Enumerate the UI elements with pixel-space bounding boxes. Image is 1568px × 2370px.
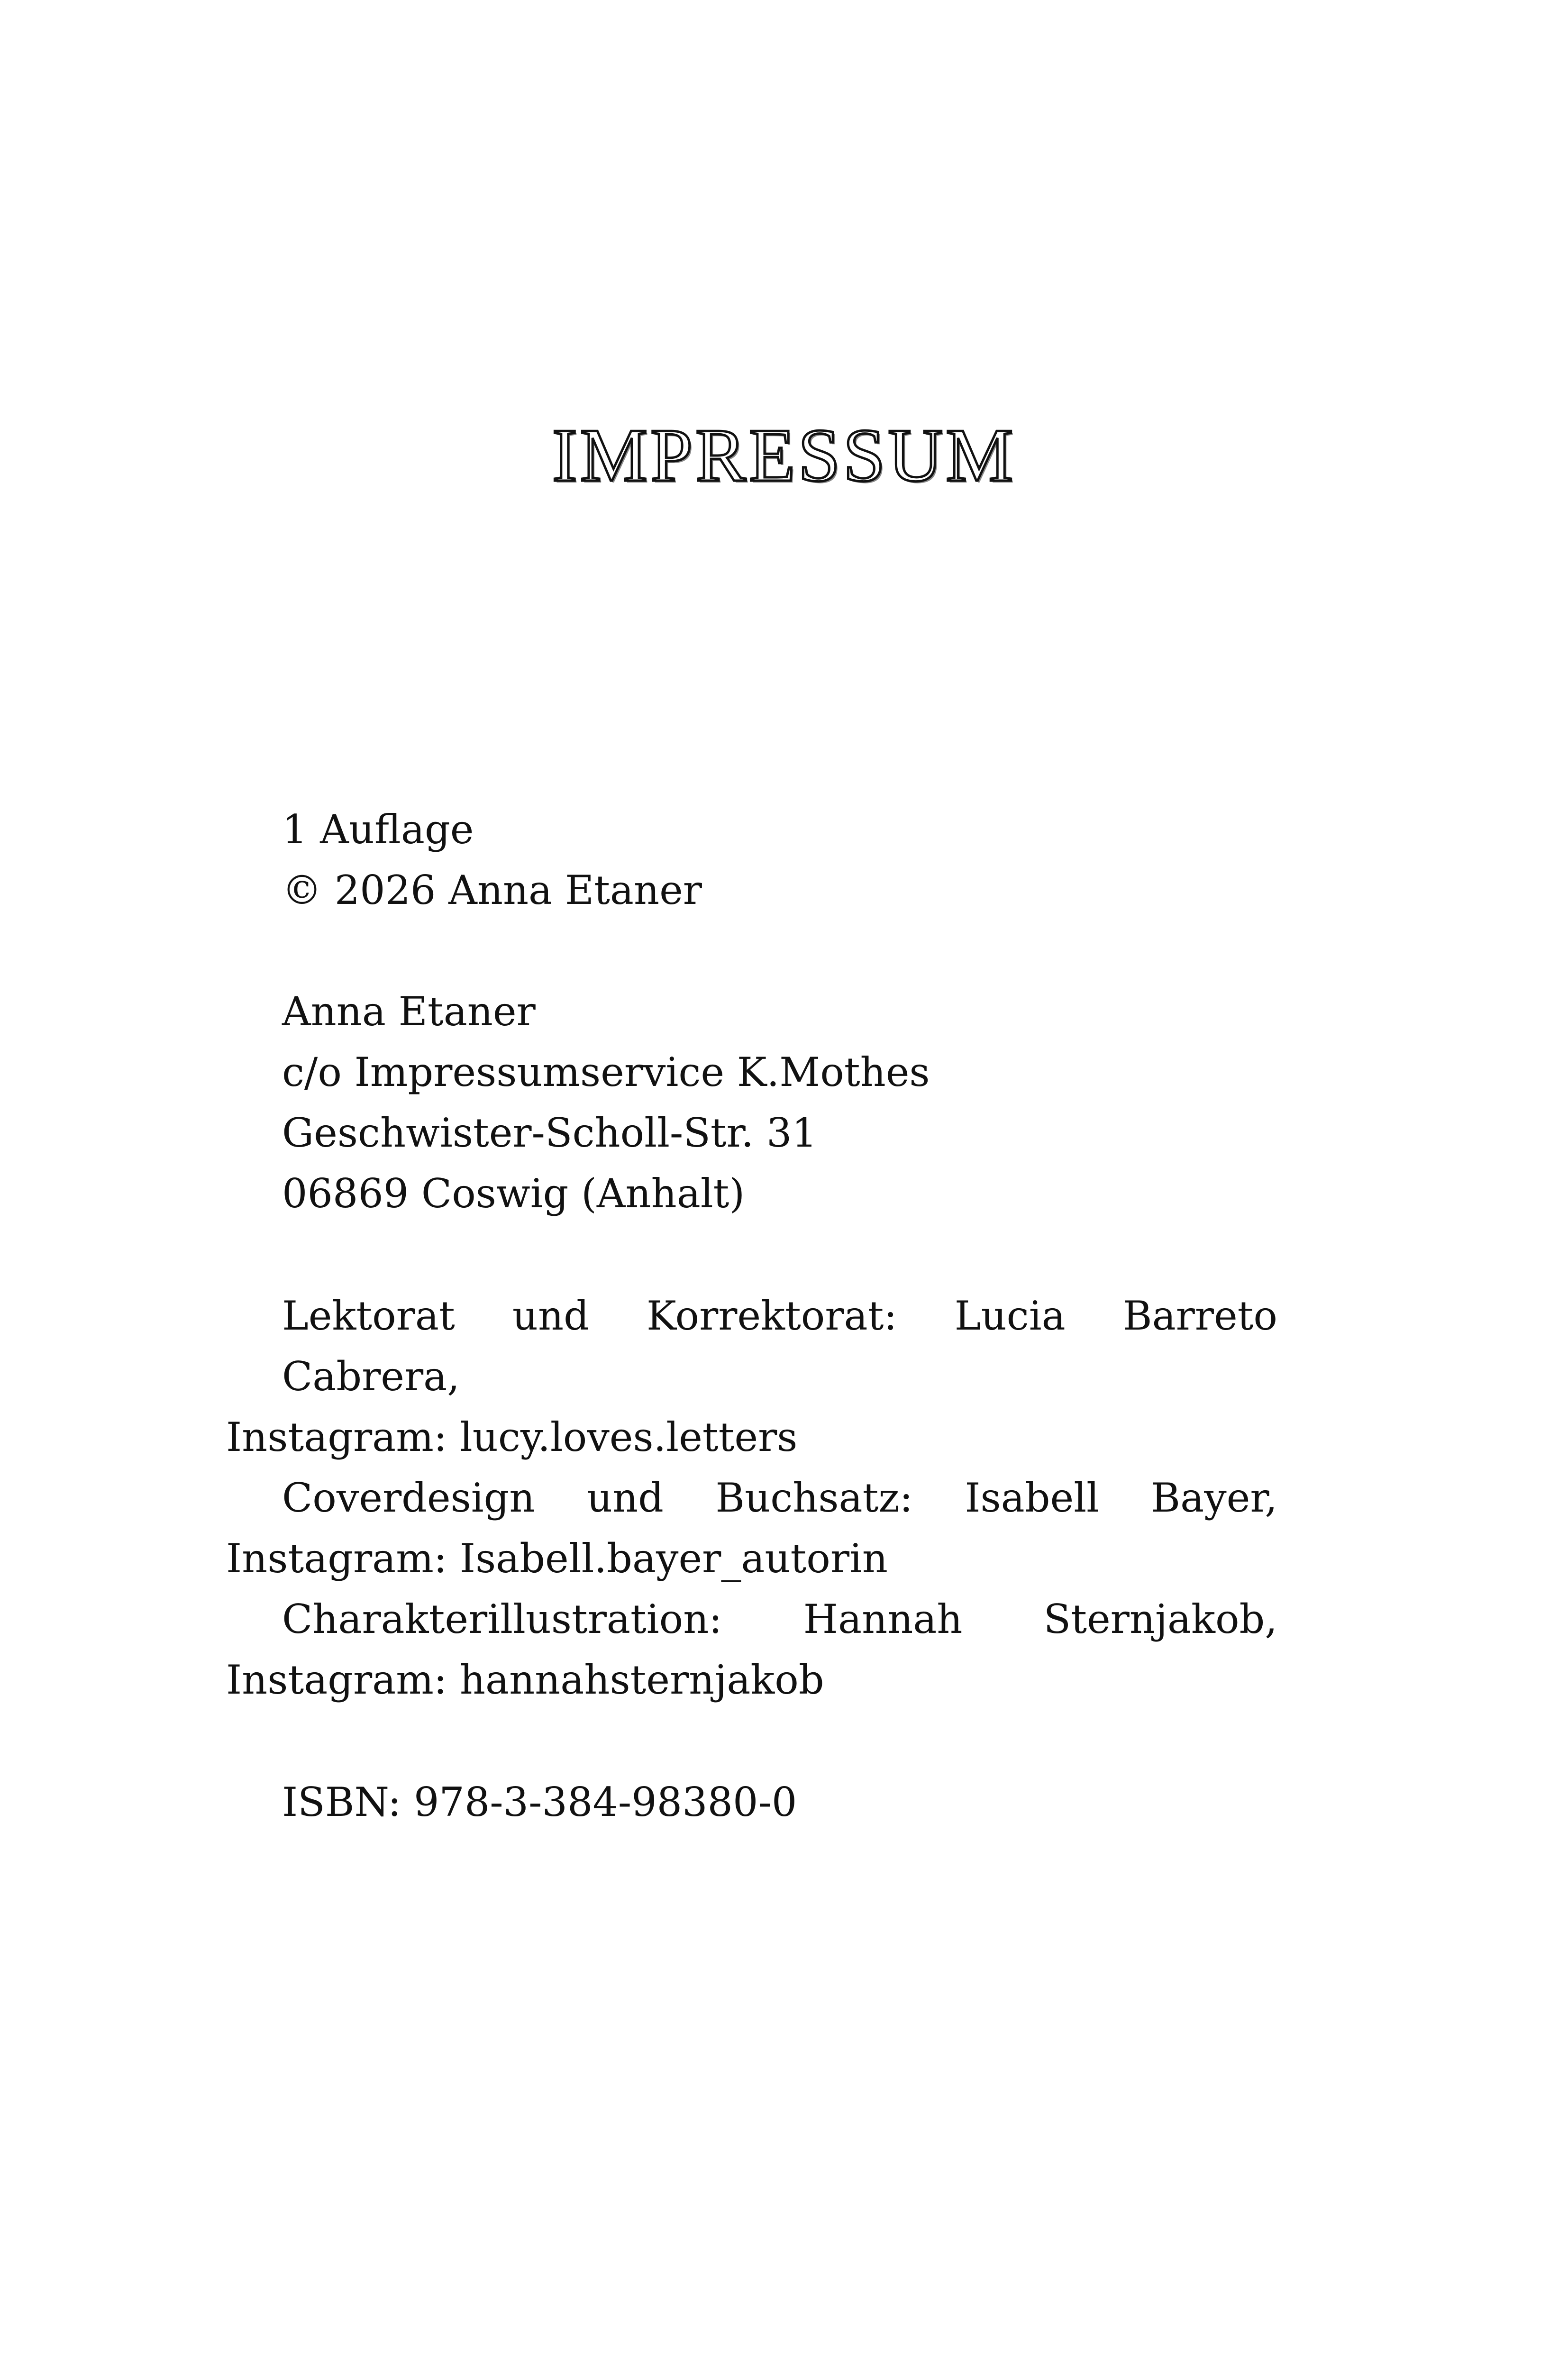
address-street: Geschwister-Scholl-Str. 31: [282, 1110, 817, 1156]
credit-instagram-line: Instagram: lucy.loves.letters: [226, 1414, 798, 1460]
address-block: [226, 981, 1277, 1224]
credit-instagram-line: Instagram: hannahsternjakob: [226, 1657, 824, 1703]
credit-role-line: Coverdesign und Buchsatz: Isabell Bayer,: [282, 1475, 1277, 1521]
credit-instagram-line: Instagram: Isabell.bayer_autorin: [226, 1535, 888, 1582]
isbn-block: [226, 1772, 1277, 1832]
address-care-of: c/o Impressumservice K.Mothes: [282, 1049, 930, 1095]
credit-role-line: Lektorat und Korrektorat: Lucia Barreto Cabrera,: [282, 1293, 1277, 1400]
credit-role-line: Charakterillustration: Hannah Sternjakob,: [282, 1596, 1277, 1642]
address-city: 06869 Coswig (Anhalt): [282, 1170, 745, 1217]
address-name: Anna Etaner: [282, 988, 536, 1035]
isbn-line: ISBN: 978-3-384-98380-0: [282, 1779, 797, 1825]
edition-line: 1 Auflage: [282, 806, 474, 853]
credits-block: [226, 1285, 1277, 1710]
edition-block: [226, 799, 1277, 921]
page-title: IMPRESSUM: [552, 413, 1016, 497]
copyright-line: © 2026 Anna Etaner: [282, 867, 702, 913]
